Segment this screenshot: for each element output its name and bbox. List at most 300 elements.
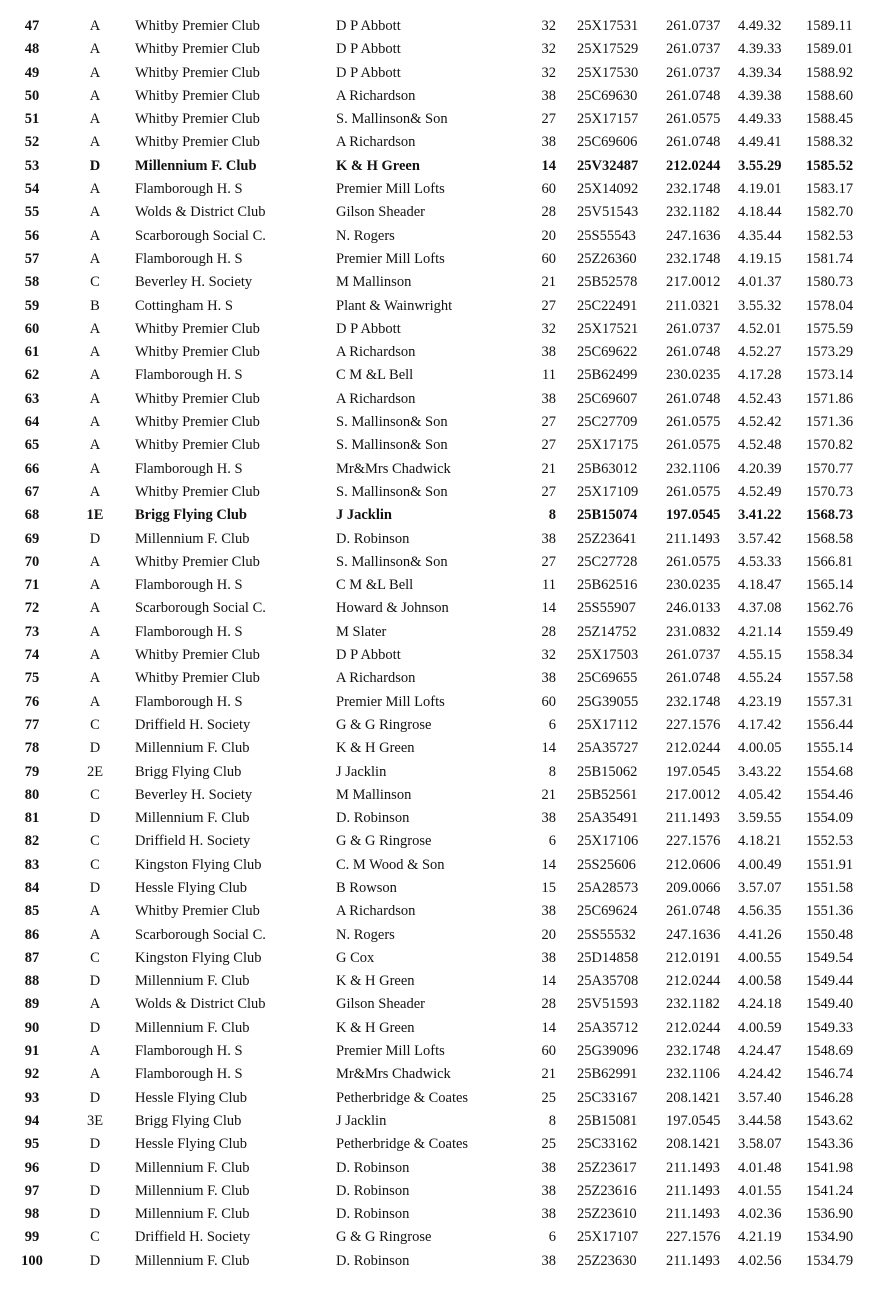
velocity-cell: 1555.14 (806, 740, 854, 757)
member-name-cell: D. Robinson (336, 1252, 410, 1269)
section-cell: D (89, 1019, 101, 1036)
position-cell: 68 (24, 507, 40, 524)
birds-sent-cell: 6 (548, 1229, 556, 1246)
ring-number-cell: 25Z23641 (577, 530, 637, 547)
position-cell: 86 (24, 926, 40, 943)
flying-time-cell: 4.55.15 (738, 647, 782, 664)
position-cell: 97 (24, 1182, 40, 1199)
section-cell: A (89, 670, 101, 687)
position-cell: 47 (24, 18, 40, 34)
velocity-cell: 1557.31 (806, 693, 854, 710)
distance-cell: 247.1636 (666, 926, 721, 943)
distance-cell: 227.1576 (666, 833, 721, 850)
section-cell: A (89, 414, 101, 431)
section-cell: A (89, 577, 101, 594)
table-row (0, 1087, 879, 1110)
member-name-cell: D. Robinson (336, 530, 410, 547)
section-cell: A (89, 64, 101, 81)
club-cell: Whitby Premier Club (135, 903, 260, 920)
velocity-cell: 1571.86 (806, 390, 854, 407)
table-row (0, 714, 879, 737)
birds-sent-cell: 38 (541, 1159, 556, 1176)
member-name-cell: K & H Green (336, 740, 415, 757)
member-name-cell: J Jacklin (336, 507, 392, 524)
member-name-cell: A Richardson (336, 134, 416, 151)
table-row (0, 691, 879, 714)
table-row (0, 1250, 879, 1273)
club-cell: Wolds & District Club (135, 996, 266, 1013)
club-cell: Whitby Premier Club (135, 553, 260, 570)
club-cell: Flamborough H. S (135, 1066, 243, 1083)
member-name-cell: N. Rogers (336, 227, 395, 244)
flying-time-cell: 4.17.28 (738, 367, 782, 384)
ring-number-cell: 25G39055 (577, 693, 639, 710)
velocity-cell: 1554.46 (806, 786, 854, 803)
section-cell: A (89, 390, 101, 407)
velocity-cell: 1551.91 (806, 856, 854, 873)
section-cell: D (89, 1252, 101, 1269)
section-cell: A (89, 483, 101, 500)
position-cell: 92 (24, 1066, 40, 1083)
section-cell: A (89, 227, 101, 244)
section-cell: D (89, 530, 101, 547)
table-row (0, 854, 879, 877)
member-name-cell: Premier Mill Lofts (336, 181, 445, 198)
section-cell: A (89, 41, 101, 58)
position-cell: 90 (24, 1019, 40, 1036)
position-cell: 73 (24, 623, 40, 640)
position-cell: 66 (24, 460, 40, 477)
ring-number-cell: 25Z23616 (577, 1182, 637, 1199)
club-cell: Scarborough Social C. (135, 227, 266, 244)
member-name-cell: Mr&Mrs Chadwick (336, 1066, 451, 1083)
table-row (0, 644, 879, 667)
club-cell: Driffield H. Society (135, 833, 251, 850)
section-cell: D (89, 1206, 101, 1223)
ring-number-cell: 25A35727 (577, 740, 639, 757)
ring-number-cell: 25X17112 (577, 716, 638, 733)
club-cell: Whitby Premier Club (135, 41, 260, 58)
birds-sent-cell: 38 (541, 670, 556, 687)
section-cell: C (90, 949, 100, 966)
section-cell: D (89, 879, 101, 896)
section-cell: B (90, 297, 100, 314)
position-cell: 89 (24, 996, 40, 1013)
birds-sent-cell: 32 (541, 41, 556, 58)
birds-sent-cell: 32 (541, 18, 556, 34)
distance-cell: 232.1748 (666, 693, 721, 710)
distance-cell: 232.1748 (666, 1043, 721, 1060)
ring-number-cell: 25B15081 (577, 1112, 638, 1129)
distance-cell: 261.0737 (666, 64, 721, 81)
ring-number-cell: 25B62516 (577, 577, 638, 594)
flying-time-cell: 4.00.55 (738, 949, 782, 966)
member-name-cell: J Jacklin (336, 763, 387, 780)
ring-number-cell: 25X17106 (577, 833, 639, 850)
birds-sent-cell: 38 (541, 949, 556, 966)
position-cell: 75 (24, 670, 40, 687)
table-row (0, 993, 879, 1016)
distance-cell: 197.0545 (666, 1112, 721, 1129)
flying-time-cell: 4.49.33 (738, 111, 782, 128)
flying-time-cell: 3.43.22 (738, 763, 782, 780)
flying-time-cell: 4.52.43 (738, 390, 782, 407)
member-name-cell: G & G Ringrose (336, 833, 432, 850)
table-row (0, 761, 879, 784)
birds-sent-cell: 27 (541, 414, 556, 431)
section-cell: C (90, 786, 100, 803)
position-cell: 95 (24, 1136, 40, 1153)
table-row (0, 1180, 879, 1203)
club-cell: Millennium F. Club (135, 1159, 250, 1176)
ring-number-cell: 25A28573 (577, 879, 639, 896)
club-cell: Millennium F. Club (135, 1019, 250, 1036)
table-row (0, 62, 879, 85)
club-cell: Millennium F. Club (135, 1182, 250, 1199)
velocity-cell: 1534.79 (806, 1252, 854, 1269)
distance-cell: 232.1748 (666, 250, 721, 267)
position-cell: 93 (24, 1089, 40, 1106)
club-cell: Brigg Flying Club (135, 1112, 242, 1129)
position-cell: 49 (24, 64, 40, 81)
flying-time-cell: 4.21.14 (738, 623, 782, 640)
distance-cell: 212.0244 (666, 973, 721, 990)
distance-cell: 261.0575 (666, 553, 721, 570)
table-row (0, 947, 879, 970)
position-cell: 94 (24, 1112, 40, 1129)
birds-sent-cell: 38 (541, 903, 556, 920)
club-cell: Millennium F. Club (135, 1206, 250, 1223)
flying-time-cell: 4.01.37 (738, 274, 782, 291)
club-cell: Beverley H. Society (135, 274, 253, 291)
position-cell: 84 (24, 879, 40, 896)
distance-cell: 217.0012 (666, 786, 721, 803)
ring-number-cell: 25B15062 (577, 763, 638, 780)
position-cell: 71 (24, 577, 40, 594)
flying-time-cell: 3.57.07 (738, 879, 782, 896)
velocity-cell: 1570.77 (806, 460, 854, 477)
section-cell: C (90, 833, 100, 850)
velocity-cell: 1566.81 (806, 553, 854, 570)
position-cell: 59 (24, 297, 40, 314)
club-cell: Brigg Flying Club (135, 763, 242, 780)
member-name-cell: G & G Ringrose (336, 1229, 432, 1246)
position-cell: 85 (24, 903, 40, 920)
velocity-cell: 1558.34 (806, 647, 854, 664)
table-row (0, 295, 879, 318)
position-cell: 69 (24, 530, 40, 547)
ring-number-cell: 25X17503 (577, 647, 639, 664)
member-name-cell: S. Mallinson& Son (336, 111, 448, 128)
distance-cell: 209.0066 (666, 879, 721, 896)
flying-time-cell: 4.00.59 (738, 1019, 782, 1036)
flying-time-cell: 4.00.05 (738, 740, 782, 757)
section-cell: A (89, 926, 101, 943)
club-cell: Flamborough H. S (135, 367, 243, 384)
table-row (0, 341, 879, 364)
table-row (0, 481, 879, 504)
club-cell: Kingston Flying Club (135, 949, 262, 966)
birds-sent-cell: 14 (541, 1019, 556, 1036)
flying-time-cell: 4.52.49 (738, 483, 782, 500)
section-cell: D (89, 740, 101, 757)
member-name-cell: D P Abbott (336, 647, 401, 664)
velocity-cell: 1549.40 (806, 996, 854, 1013)
section-cell: A (89, 600, 101, 617)
position-cell: 78 (24, 740, 40, 757)
ring-number-cell: 25B52578 (577, 274, 638, 291)
member-name-cell: A Richardson (336, 87, 416, 104)
member-name-cell: C M &L Bell (336, 577, 414, 594)
velocity-cell: 1557.58 (806, 670, 854, 687)
member-name-cell: D P Abbott (336, 64, 401, 81)
section-cell: D (89, 810, 101, 827)
ring-number-cell: 25X17530 (577, 64, 639, 81)
flying-time-cell: 4.02.56 (738, 1252, 782, 1269)
ring-number-cell: 25C69622 (577, 344, 638, 361)
position-cell: 63 (24, 390, 40, 407)
member-name-cell: Premier Mill Lofts (336, 693, 445, 710)
ring-number-cell: 25Z23630 (577, 1252, 637, 1269)
distance-cell: 261.0737 (666, 647, 721, 664)
club-cell: Whitby Premier Club (135, 18, 260, 34)
velocity-cell: 1578.04 (806, 297, 854, 314)
position-cell: 48 (24, 41, 40, 58)
velocity-cell: 1570.82 (806, 437, 854, 454)
ring-number-cell: 25A35712 (577, 1019, 639, 1036)
club-cell: Whitby Premier Club (135, 437, 260, 454)
position-cell: 53 (24, 157, 40, 174)
birds-sent-cell: 8 (548, 507, 556, 524)
table-row (0, 807, 879, 830)
club-cell: Millennium F. Club (135, 740, 250, 757)
ring-number-cell: 25B15074 (577, 507, 638, 524)
flying-time-cell: 3.57.40 (738, 1089, 782, 1106)
distance-cell: 211.1493 (666, 1252, 720, 1269)
position-cell: 74 (24, 647, 40, 664)
ring-number-cell: 25Z23610 (577, 1206, 637, 1223)
birds-sent-cell: 60 (541, 693, 556, 710)
position-cell: 82 (24, 833, 40, 850)
table-row (0, 178, 879, 201)
ring-number-cell: 25B63012 (577, 460, 638, 477)
club-cell: Millennium F. Club (135, 810, 250, 827)
section-cell: A (89, 344, 101, 361)
birds-sent-cell: 60 (541, 250, 556, 267)
flying-time-cell: 4.37.08 (738, 600, 782, 617)
section-cell: 2E (86, 763, 104, 780)
section-cell: A (89, 181, 101, 198)
position-cell: 76 (24, 693, 40, 710)
position-cell: 87 (24, 949, 40, 966)
position-cell: 99 (24, 1229, 40, 1246)
distance-cell: 197.0545 (666, 763, 721, 780)
distance-cell: 261.0575 (666, 414, 721, 431)
member-name-cell: S. Mallinson& Son (336, 437, 448, 454)
member-name-cell: K & H Green (336, 1019, 415, 1036)
position-cell: 54 (24, 181, 40, 198)
flying-time-cell: 3.55.29 (738, 157, 782, 174)
velocity-cell: 1588.92 (806, 64, 854, 81)
table-row (0, 1040, 879, 1063)
table-row (0, 574, 879, 597)
section-cell: C (90, 1229, 100, 1246)
ring-number-cell: 25Z23617 (577, 1159, 637, 1176)
club-cell: Scarborough Social C. (135, 600, 266, 617)
table-row (0, 504, 879, 527)
club-cell: Flamborough H. S (135, 181, 243, 198)
birds-sent-cell: 38 (541, 87, 556, 104)
member-name-cell: G Cox (336, 949, 375, 966)
ring-number-cell: 25V32487 (577, 157, 639, 174)
section-cell: C (90, 274, 100, 291)
club-cell: Beverley H. Society (135, 786, 253, 803)
section-cell: D (89, 1159, 101, 1176)
club-cell: Wolds & District Club (135, 204, 266, 221)
position-cell: 91 (24, 1043, 40, 1060)
position-cell: 88 (24, 973, 40, 990)
section-cell: A (89, 367, 101, 384)
flying-time-cell: 3.57.42 (738, 530, 782, 547)
section-cell: A (89, 320, 101, 337)
velocity-cell: 1546.28 (806, 1089, 854, 1106)
velocity-cell: 1549.44 (806, 973, 854, 990)
position-cell: 55 (24, 204, 40, 221)
ring-number-cell: 25D14858 (577, 949, 639, 966)
distance-cell: 232.1106 (666, 1066, 720, 1083)
ring-number-cell: 25C69607 (577, 390, 638, 407)
birds-sent-cell: 21 (541, 786, 556, 803)
table-row (0, 1110, 879, 1133)
birds-sent-cell: 38 (541, 134, 556, 151)
velocity-cell: 1582.70 (806, 204, 854, 221)
table-row (0, 15, 879, 38)
flying-time-cell: 4.53.33 (738, 553, 782, 570)
velocity-cell: 1571.36 (806, 414, 854, 431)
distance-cell: 261.0748 (666, 390, 721, 407)
section-cell: A (89, 647, 101, 664)
velocity-cell: 1565.14 (806, 577, 854, 594)
member-name-cell: M Mallinson (336, 786, 412, 803)
velocity-cell: 1588.60 (806, 87, 854, 104)
flying-time-cell: 4.23.19 (738, 693, 782, 710)
flying-time-cell: 4.52.42 (738, 414, 782, 431)
distance-cell: 261.0748 (666, 670, 721, 687)
section-cell: D (89, 973, 101, 990)
velocity-cell: 1549.33 (806, 1019, 854, 1036)
birds-sent-cell: 14 (541, 740, 556, 757)
birds-sent-cell: 32 (541, 64, 556, 81)
club-cell: Flamborough H. S (135, 623, 243, 640)
birds-sent-cell: 38 (541, 1206, 556, 1223)
velocity-cell: 1559.49 (806, 623, 854, 640)
position-cell: 51 (24, 111, 40, 128)
club-cell: Whitby Premier Club (135, 320, 260, 337)
birds-sent-cell: 11 (542, 577, 556, 594)
velocity-cell: 1552.53 (806, 833, 854, 850)
distance-cell: 246.0133 (666, 600, 721, 617)
ring-number-cell: 25C33162 (577, 1136, 638, 1153)
table-row (0, 900, 879, 923)
club-cell: Flamborough H. S (135, 693, 243, 710)
member-name-cell: A Richardson (336, 903, 416, 920)
table-row (0, 784, 879, 807)
member-name-cell: D P Abbott (336, 41, 401, 58)
club-cell: Cottingham H. S (135, 297, 233, 314)
section-cell: A (89, 1043, 101, 1060)
birds-sent-cell: 14 (541, 856, 556, 873)
position-cell: 57 (24, 250, 40, 267)
club-cell: Scarborough Social C. (135, 926, 266, 943)
member-name-cell: Premier Mill Lofts (336, 250, 445, 267)
table-row (0, 364, 879, 387)
table-row (0, 225, 879, 248)
club-cell: Hessle Flying Club (135, 1089, 247, 1106)
club-cell: Flamborough H. S (135, 250, 243, 267)
position-cell: 98 (24, 1206, 40, 1223)
table-row (0, 924, 879, 947)
distance-cell: 261.0737 (666, 320, 721, 337)
table-row (0, 411, 879, 434)
position-cell: 79 (24, 763, 40, 780)
distance-cell: 212.0244 (666, 740, 721, 757)
birds-sent-cell: 21 (541, 460, 556, 477)
table-row (0, 551, 879, 574)
birds-sent-cell: 38 (541, 810, 556, 827)
club-cell: Kingston Flying Club (135, 856, 262, 873)
position-cell: 100 (21, 1252, 43, 1269)
velocity-cell: 1541.24 (806, 1182, 854, 1199)
table-row (0, 970, 879, 993)
ring-number-cell: 25C69624 (577, 903, 638, 920)
member-name-cell: N. Rogers (336, 926, 395, 943)
birds-sent-cell: 28 (541, 623, 556, 640)
section-cell: 1E (86, 507, 104, 524)
birds-sent-cell: 27 (541, 297, 556, 314)
velocity-cell: 1548.69 (806, 1043, 854, 1060)
velocity-cell: 1585.52 (806, 157, 854, 174)
club-cell: Whitby Premier Club (135, 344, 260, 361)
table-row (0, 248, 879, 271)
birds-sent-cell: 38 (541, 1182, 556, 1199)
velocity-cell: 1554.09 (806, 810, 854, 827)
flying-time-cell: 4.39.34 (738, 64, 782, 81)
table-row (0, 458, 879, 481)
velocity-cell: 1589.11 (806, 18, 853, 34)
ring-number-cell: 25Z26360 (577, 250, 637, 267)
velocity-cell: 1583.17 (806, 181, 854, 198)
member-name-cell: Petherbridge & Coates (336, 1089, 469, 1106)
birds-sent-cell: 14 (541, 157, 556, 174)
member-name-cell: B Rowson (336, 879, 397, 896)
position-cell: 70 (24, 553, 40, 570)
distance-cell: 211.1493 (666, 810, 720, 827)
section-cell: 3E (86, 1112, 104, 1129)
flying-time-cell: 3.59.55 (738, 810, 782, 827)
birds-sent-cell: 14 (541, 600, 556, 617)
table-row (0, 434, 879, 457)
birds-sent-cell: 27 (541, 553, 556, 570)
member-name-cell: A Richardson (336, 670, 416, 687)
flying-time-cell: 4.18.21 (738, 833, 782, 850)
distance-cell: 232.1182 (666, 204, 720, 221)
distance-cell: 261.0575 (666, 111, 721, 128)
position-cell: 81 (24, 810, 40, 827)
ring-number-cell: 25A35708 (577, 973, 639, 990)
velocity-cell: 1582.53 (806, 227, 854, 244)
section-cell: A (89, 134, 101, 151)
table-row (0, 318, 879, 341)
